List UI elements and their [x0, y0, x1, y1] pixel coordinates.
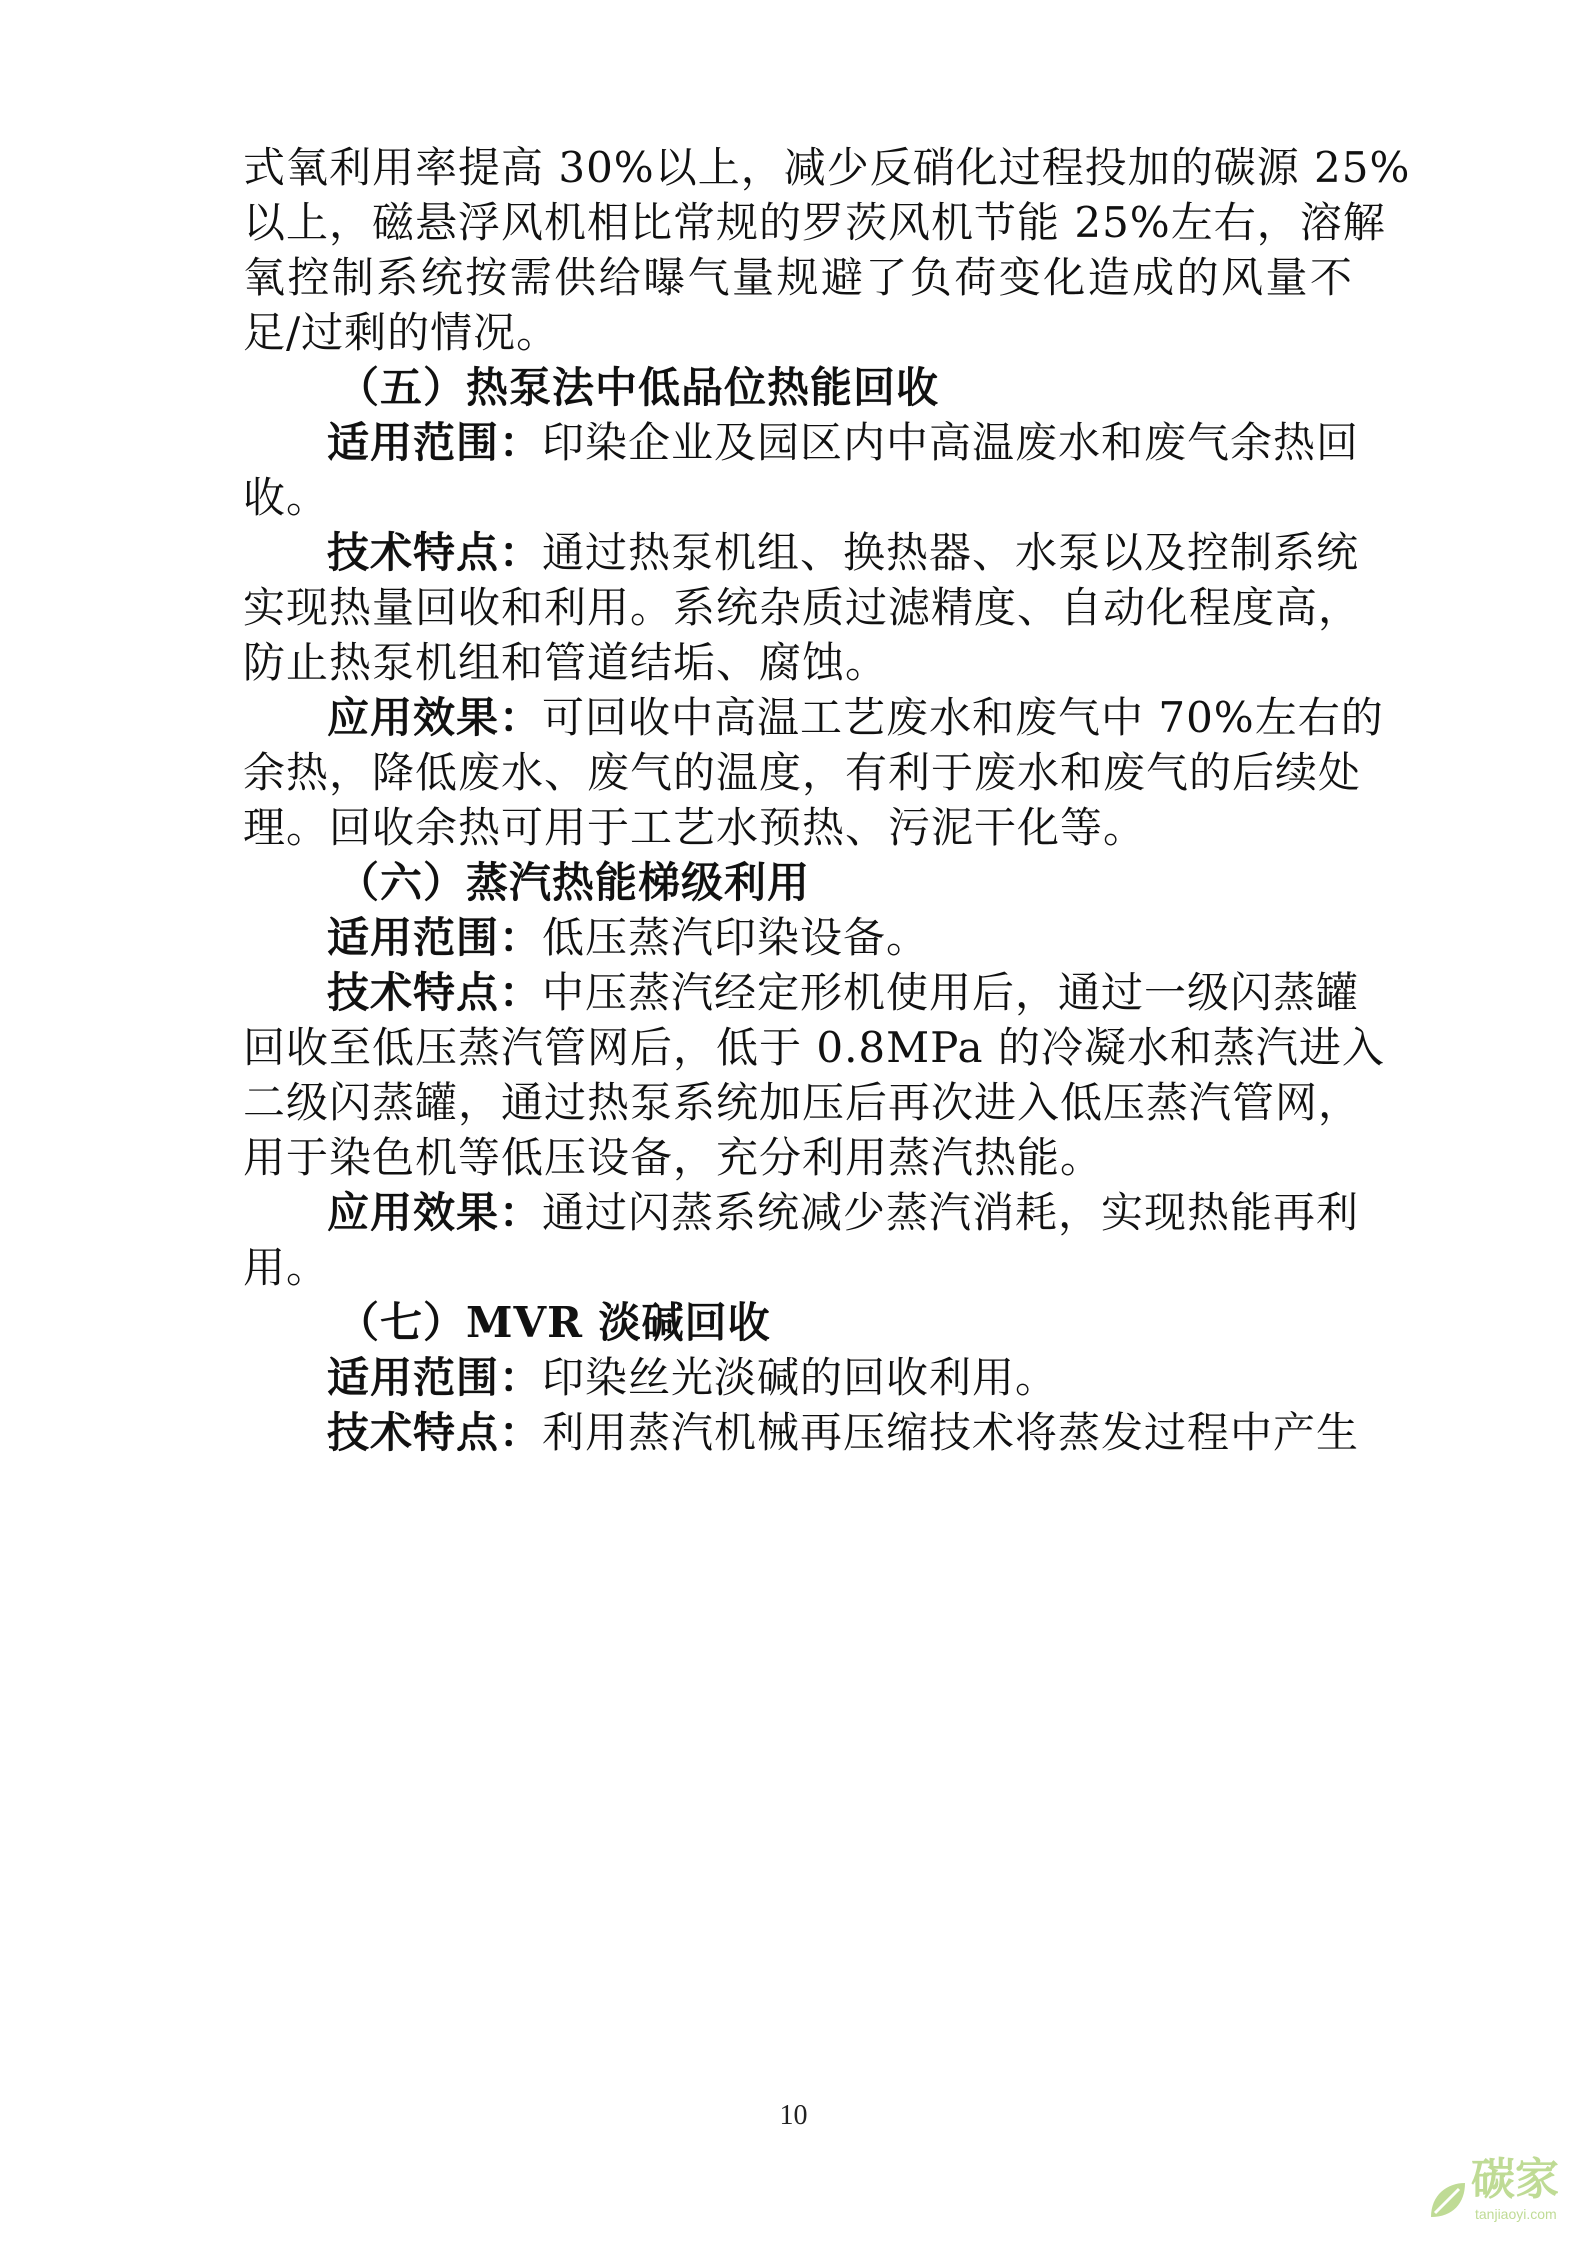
body-line: 氧控制系统按需供给曝气量规避了负荷变化造成的风量不: [243, 253, 1353, 302]
scope-line: 收。: [243, 473, 330, 522]
scope-line: [327, 413, 1360, 473]
tech-text: 利用蒸汽机械再压缩技术将蒸发过程中产生: [542, 1408, 1360, 1457]
scope-text: 印染企业及园区内中高温废水和废气余热回: [542, 418, 1360, 467]
tech-line: [327, 963, 1360, 1023]
tech-line: 二级闪蒸罐，通过热泵系统加压后再次进入低压蒸汽管网，: [243, 1078, 1362, 1127]
page-number: 10: [779, 2100, 808, 2131]
tech-label: 技术特点：: [327, 528, 543, 577]
tech-text: 通过热泵机组、换热器、水泵以及控制系统: [542, 528, 1360, 577]
tech-text: 中压蒸汽经定形机使用后，通过一级闪蒸罐: [542, 968, 1360, 1017]
tech-line: [327, 1403, 1360, 1463]
body-line: 足/过剩的情况。: [243, 308, 560, 357]
effect-text: 可回收中高温工艺废水和废气中 70%左右的: [542, 693, 1384, 742]
effect-line: 理。回收余热可用于工艺水预热、污泥干化等。: [243, 803, 1147, 852]
tech-line: [327, 523, 1360, 583]
scope-text: 低压蒸汽印染设备。: [542, 913, 930, 962]
tech-line: 防止热泵机组和管道结垢、腐蚀。: [243, 638, 889, 687]
scope-label: 适用范围：: [327, 418, 543, 467]
scope-label: 适用范围：: [327, 913, 543, 962]
scope-text: 印染丝光淡碱的回收利用。: [542, 1353, 1059, 1402]
leaf-logo-icon: [1425, 2177, 1471, 2223]
tech-line: 回收至低压蒸汽管网后，低于 0.8MPa 的冷凝水和蒸汽进入: [243, 1023, 1385, 1072]
effect-line: 用。: [243, 1243, 330, 1292]
section-heading: （五）热泵法中低品位热能回收: [337, 363, 940, 412]
tech-line: 实现热量回收和利用。系统杂质过滤精度、自动化程度高，: [243, 583, 1362, 632]
body-line: 式氧利用率提高 30%以上，减少反硝化过程投加的碳源 25%: [243, 143, 1411, 192]
tech-line: 用于染色机等低压设备，充分利用蒸汽热能。: [243, 1133, 1104, 1182]
effect-text: 通过闪蒸系统减少蒸汽消耗，实现热能再利: [542, 1188, 1360, 1237]
scope-line: [327, 908, 1353, 968]
body-line: 以上，磁悬浮风机相比常规的罗茨风机节能 25%左右，溶解: [243, 198, 1386, 247]
effect-label: 应用效果：: [327, 1188, 543, 1237]
tech-label: 技术特点：: [327, 968, 543, 1017]
effect-line: [327, 1183, 1360, 1243]
effect-line: [327, 688, 1384, 748]
section-heading: （七）MVR 淡碱回收: [337, 1298, 771, 1347]
watermark-logo: [1425, 2155, 1559, 2223]
section-heading: （六）蒸汽热能梯级利用: [337, 858, 811, 907]
effect-label: 应用效果：: [327, 693, 543, 742]
watermark-brand: 碳家: [1471, 2154, 1559, 2205]
scope-line: [327, 1348, 1353, 1408]
effect-line: 余热，降低废水、废气的温度，有利于废水和废气的后续处: [243, 748, 1362, 797]
scope-label: 适用范围：: [327, 1353, 543, 1402]
tech-label: 技术特点：: [327, 1408, 543, 1457]
watermark-site: tanjiaoyi.com: [1475, 2206, 1557, 2222]
